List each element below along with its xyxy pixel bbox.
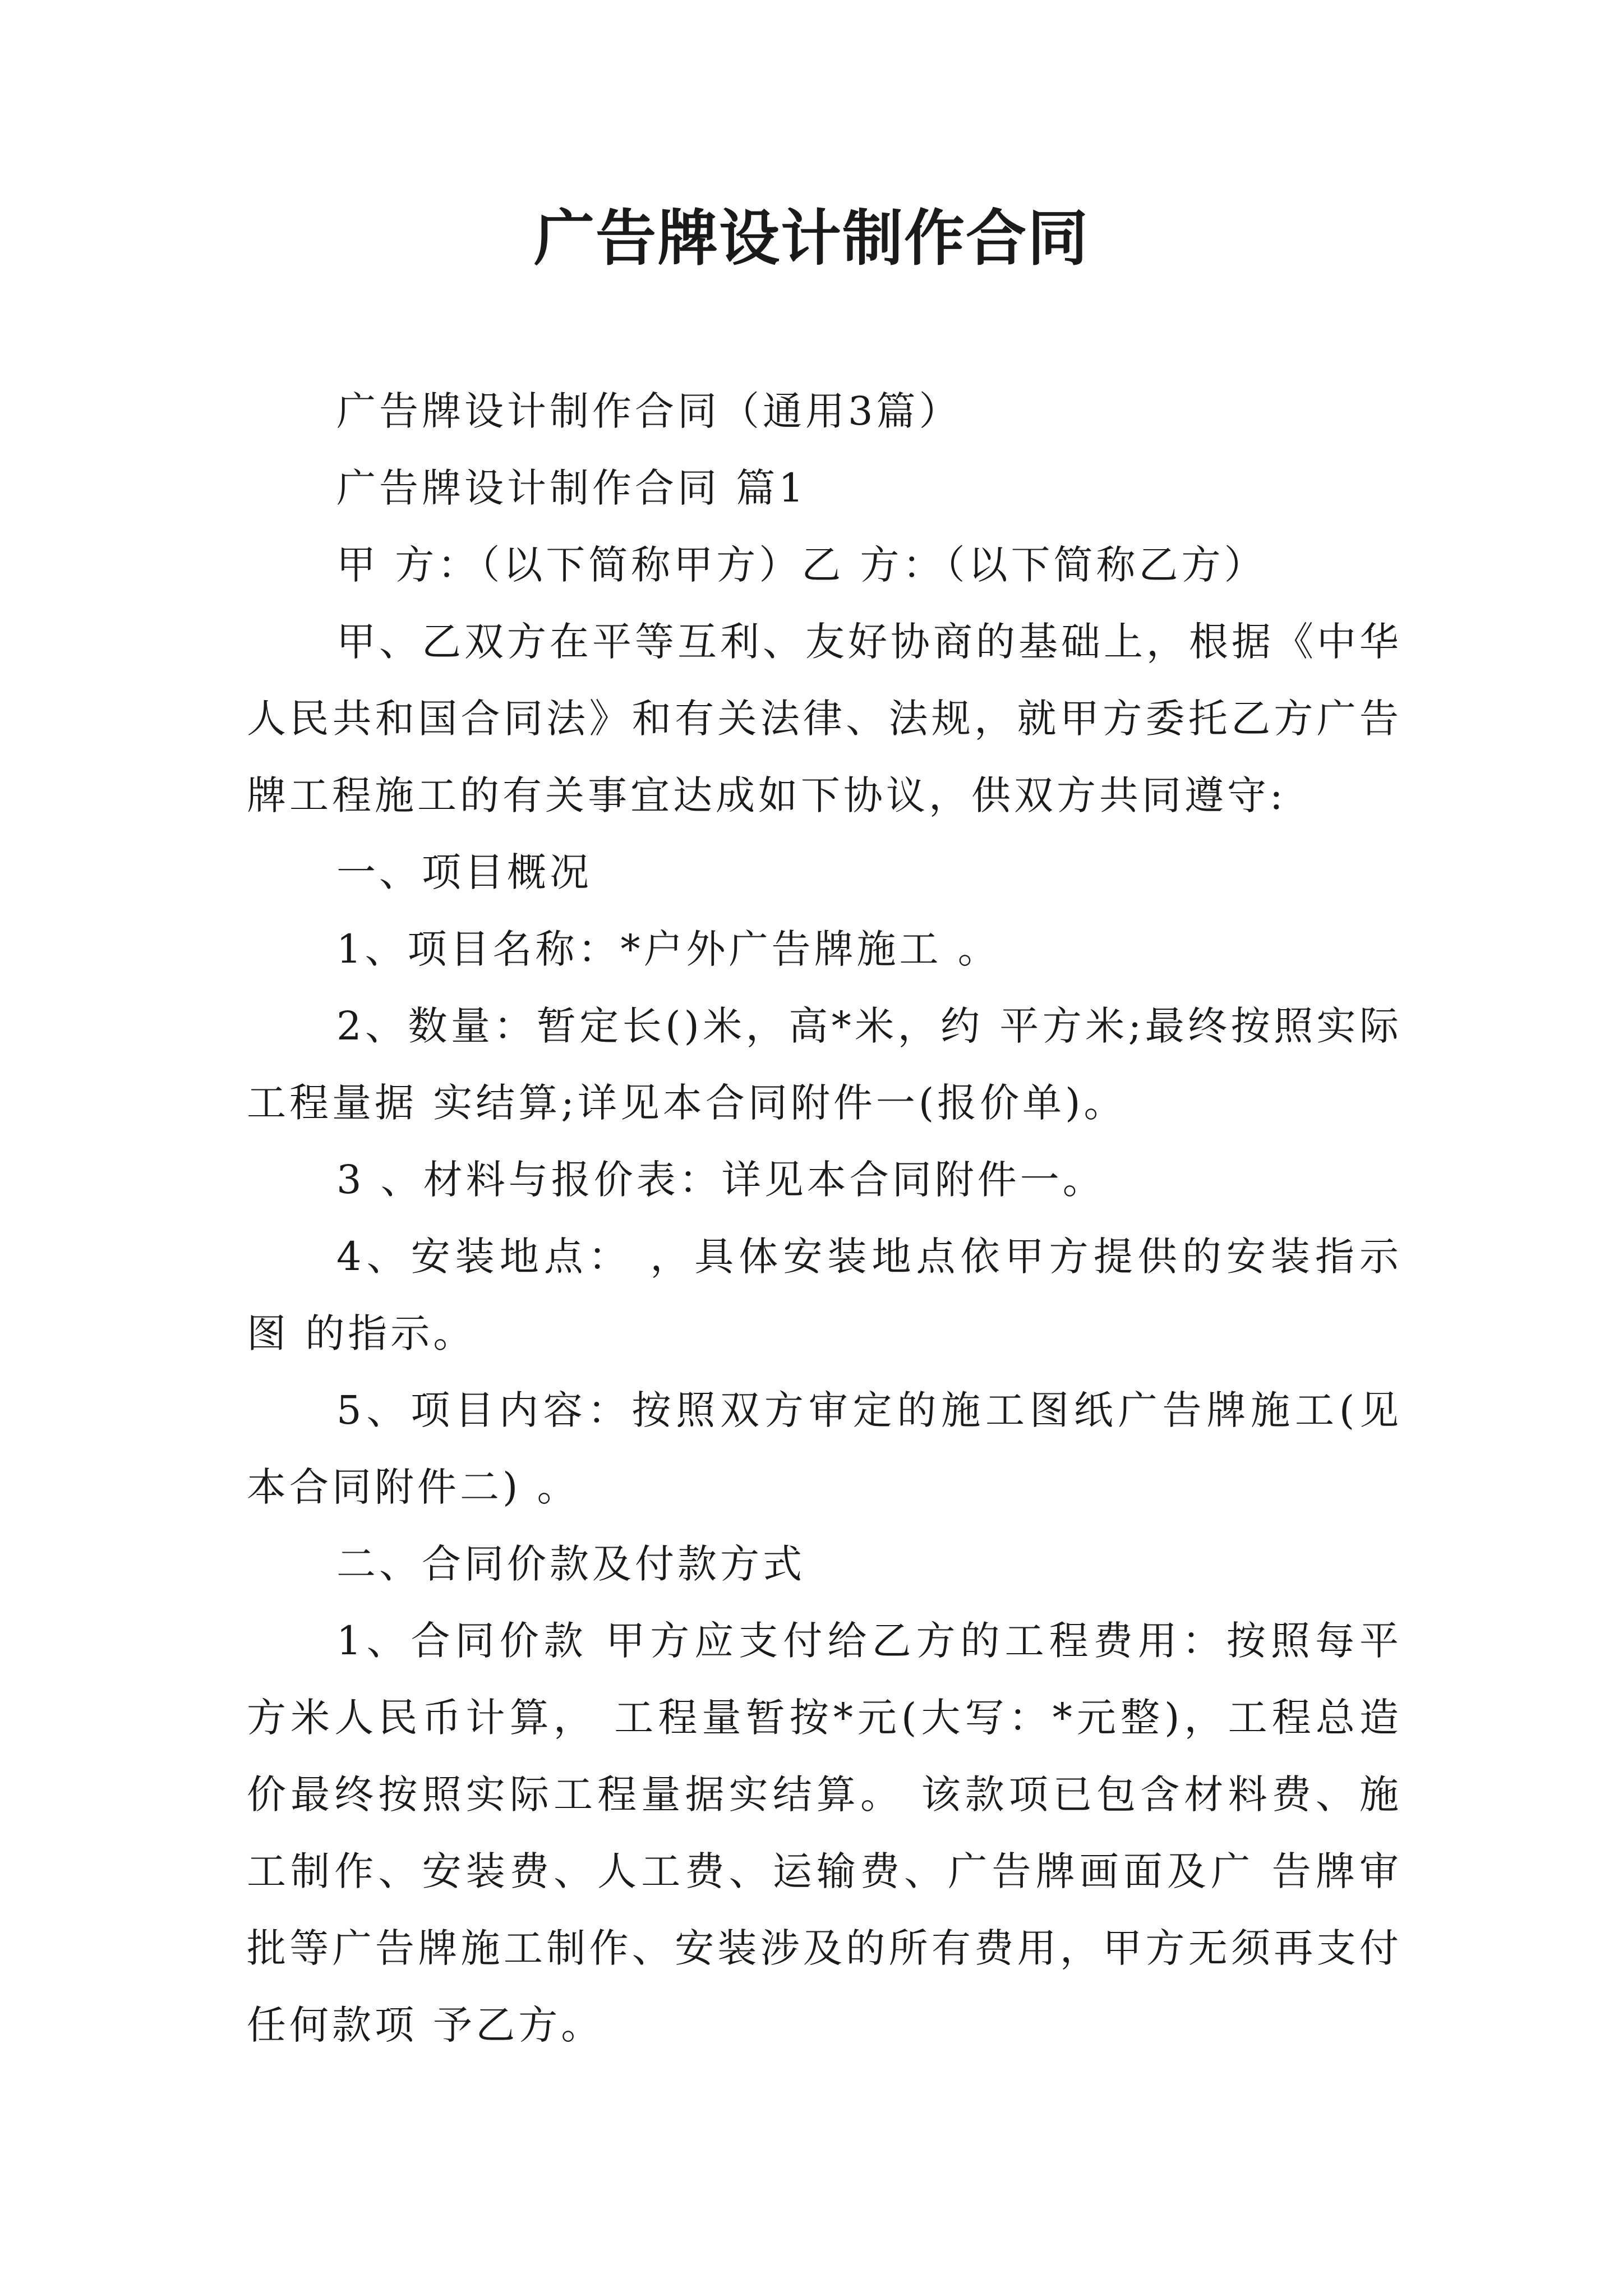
paragraph-project-content: 5、项目内容：按照双方审定的施工图纸广告牌施工(见本合同附件二) 。 (247, 1387, 1402, 1510)
document-body (247, 373, 1402, 2064)
paragraph-parties: 甲 方：（以下简称甲方）乙 方：（以下简称乙方） (336, 542, 1267, 588)
paragraph-install-location: 4、安装地点： ，具体安装地点依甲方提供的安装指示图 的指示。 (247, 1234, 1402, 1356)
paragraph-materials: 3 、材料与报价表：详见本合同附件一。 (336, 1157, 1105, 1203)
paragraph-section-heading: 广告牌设计制作合同 篇1 (336, 465, 807, 511)
document-title: 广告牌设计制作合同 (533, 203, 1089, 274)
paragraph-contract-price: 1、合同价款 甲方应支付给乙方的工程费用：按照每平方米人民币计算， 工程量暂按*元(大写：*元整)，工程总造价最终按照实际工程量据实结算。 该款项已包含材料费、施工制作、安装费、人工费、运输费、广告牌画面及广 告牌审批等广告牌施工制作、安装涉及的所有费用，甲方无须再支付任何款项 予乙方。 (247, 1618, 1402, 2048)
paragraph-project-name: 1、项目名称：*户外广告牌施工 。 (336, 926, 1000, 972)
paragraph-heading-price-payment: 二、合同价款及付款方式 (336, 1541, 805, 1587)
paragraph-preamble: 甲、乙双方在平等互利、友好协商的基础上，根据《中华人民共和国合同法》和有关法律、法规，就甲方委托乙方广告牌工程施工的有关事宜达成如下协议，供双方共同遵守: (247, 619, 1402, 818)
paragraph-subtitle: 广告牌设计制作合同（通用3篇） (336, 388, 962, 434)
paragraph-heading-project-overview: 一、项目概况 (336, 849, 592, 895)
paragraph-quantity: 2、数量：暂定长()米，高*米，约 平方米;最终按照实际工程量据 实结算;详见本合同附件一(报价单)。 (247, 1003, 1402, 1126)
